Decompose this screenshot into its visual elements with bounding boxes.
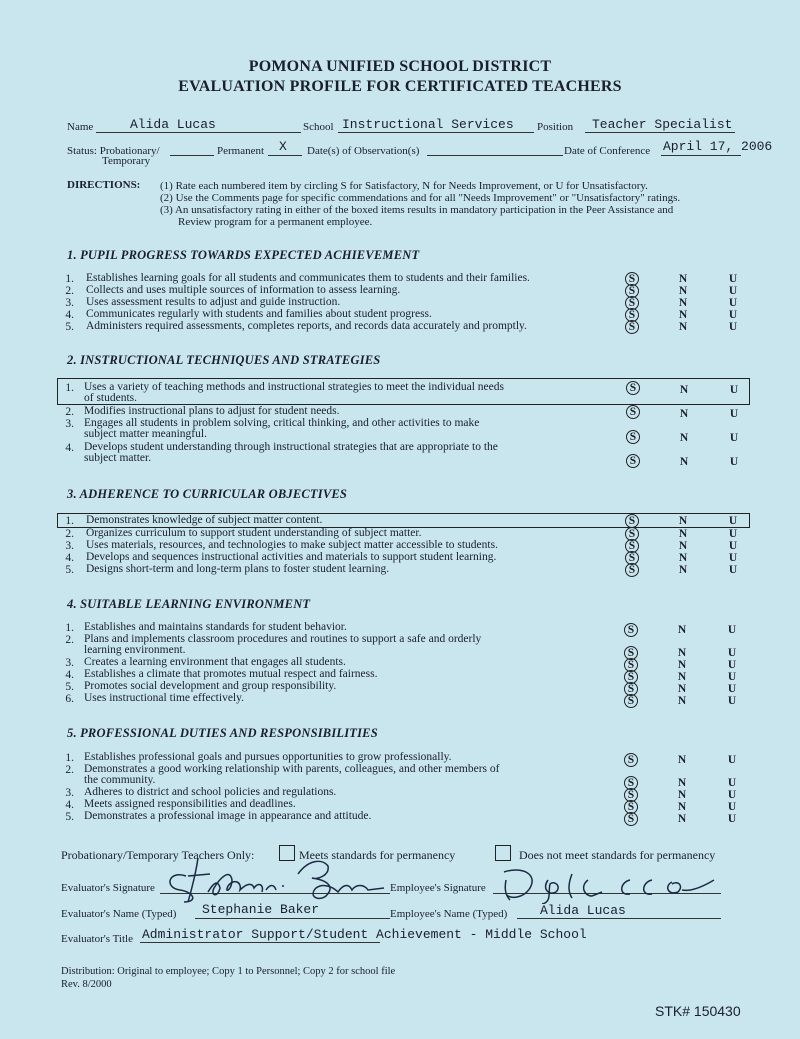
item-text: Collects and uses multiple sources of information to assess learning. (86, 284, 401, 296)
rating-s[interactable]: S (628, 528, 636, 540)
item-text: Uses instructional time effectively. (84, 692, 244, 704)
item-text: Designs short-term and long-term plans to foster student learning. (86, 563, 390, 575)
section-3-title: 3. ADHERENCE TO CURRICULAR OBJECTIVES (67, 487, 348, 501)
rating-u[interactable]: U (728, 273, 738, 285)
rating-u[interactable]: U (729, 456, 739, 468)
item-text: Develops and sequences instructional activities and materials to support student learning. (86, 551, 497, 563)
permanent-label: Permanent (217, 145, 265, 157)
rating-n[interactable]: N (677, 777, 687, 789)
rating-n[interactable]: N (678, 528, 688, 540)
item-number: 5. (65, 564, 74, 576)
permanent-mark: X (279, 139, 287, 154)
rating-u[interactable]: U (728, 285, 738, 297)
rating-n[interactable]: N (677, 659, 687, 671)
rating-n[interactable]: N (679, 432, 689, 444)
rating-n[interactable]: N (678, 297, 688, 309)
item-text: Uses materials, resources, and technologies to make subject matter accessible to students. (86, 539, 498, 551)
selected-rating-circle (624, 623, 638, 637)
evaluator-title-value: Administrator Support/Student Achievement - Middle School (142, 927, 587, 942)
observation-dates-underline (427, 155, 563, 156)
rating-s[interactable]: S (627, 813, 635, 825)
rating-s[interactable]: S (629, 455, 637, 467)
item-text: Establishes and maintains standards for student behavior. (84, 621, 347, 633)
rating-n[interactable]: N (678, 321, 688, 333)
item-number: 1. (65, 382, 74, 394)
rating-u[interactable]: U (728, 321, 738, 333)
item-text: Modifies instructional plans to adjust for student needs. (84, 405, 340, 417)
selected-rating-circle (625, 320, 639, 334)
district-title: POMONA UNIFIED SCHOOL DISTRICT (248, 58, 552, 75)
item-text: Plans and implements classroom procedures and routines to support a safe and orderly (84, 633, 482, 645)
rating-n[interactable]: N (678, 540, 688, 552)
selected-rating-circle (625, 563, 639, 577)
rating-n[interactable]: N (677, 754, 687, 766)
rating-s[interactable]: S (628, 309, 636, 321)
item-number: 4. (65, 552, 74, 564)
rating-n[interactable]: N (677, 813, 687, 825)
status-label: Status: Probationary/ (67, 145, 160, 157)
conference-date-value: April 17, 2006 (663, 139, 773, 154)
evaluator-name-label: Evaluator's Name (Typed) (61, 908, 177, 920)
selected-rating-circle (626, 454, 640, 468)
directions-line-3: (3) An unsatisfactory rating in either of the boxed items results in mandatory participation in the Peer Assistance and (160, 204, 674, 216)
school-value: Instructional Services (342, 117, 514, 132)
rating-u[interactable]: U (727, 695, 737, 707)
item-text: Creates a learning environment that engages all students. (84, 656, 346, 668)
item-number: 3. (65, 540, 74, 552)
item-text: Administers required assessments, completes reports, and records data accurately and promptly. (86, 320, 527, 332)
item-text: Establishes a climate that promotes mutual respect and fairness. (84, 668, 378, 680)
item-number: 4. (65, 309, 74, 321)
section-4-title: 4. SUITABLE LEARNING ENVIRONMENT (67, 597, 311, 611)
item-text-continued: subject matter. (84, 452, 152, 464)
name-label: Name (67, 121, 94, 133)
school-label: School (303, 121, 334, 133)
item-number: 5. (65, 681, 74, 693)
item-number: 2. (65, 764, 74, 776)
selected-rating-circle (624, 694, 638, 708)
item-text: Develops student understanding through instructional strategies that are appropriate to the (84, 441, 498, 453)
rating-s[interactable]: S (627, 671, 635, 683)
meets-standards-label: Meets standards for permanency (299, 848, 456, 862)
item-number: 2. (65, 634, 74, 646)
rating-s[interactable]: S (628, 515, 636, 527)
rating-u[interactable]: U (727, 813, 737, 825)
item-text: Communicates regularly with students and families about student progress. (86, 308, 432, 320)
selected-rating-circle (624, 753, 638, 767)
rating-u[interactable]: U (727, 647, 737, 659)
item-text-continued: of students. (84, 392, 138, 404)
rating-u[interactable]: U (728, 528, 738, 540)
rating-n[interactable]: N (677, 671, 687, 683)
rating-s[interactable]: S (628, 297, 636, 309)
conference-date-label: Date of Conference (564, 145, 651, 157)
observation-dates-label: Date(s) of Observation(s) (307, 145, 420, 157)
rating-u[interactable]: U (727, 801, 737, 813)
probationary-underline (170, 155, 214, 156)
rating-n[interactable]: N (679, 384, 689, 396)
rating-n[interactable]: N (679, 456, 689, 468)
item-number: 3. (65, 657, 74, 669)
permanency-label: Probationary/Temporary Teachers Only: (61, 848, 255, 862)
rating-u[interactable]: U (729, 384, 739, 396)
employee-name-label: Employee's Name (Typed) (390, 908, 508, 920)
name-value: Alida Lucas (130, 117, 216, 132)
evaluator-name-value: Stephanie Baker (202, 902, 320, 917)
rating-n[interactable]: N (677, 801, 687, 813)
rating-s[interactable]: S (627, 777, 635, 789)
item-text: Establishes professional goals and pursues opportunities to grow professionally. (84, 751, 452, 763)
item-number: 6. (65, 693, 74, 705)
rating-u[interactable]: U (727, 624, 737, 636)
rating-u[interactable]: U (727, 659, 737, 671)
evaluator-signature-label: Evaluator's Signature (61, 882, 155, 894)
rating-u[interactable]: U (727, 777, 737, 789)
rating-u[interactable]: U (728, 297, 738, 309)
directions-line-4: Review program for a permanent employee. (178, 216, 373, 228)
selected-rating-circle (625, 514, 639, 528)
not-meets-standards-label: Does not meet standards for permanency (519, 848, 716, 862)
employee-signature (492, 862, 718, 904)
employee-name-value: Alida Lucas (540, 903, 626, 918)
rating-n[interactable]: N (677, 624, 687, 636)
item-text: Engages all students in problem solving, critical thinking, and other activities to make (84, 417, 480, 429)
section-2-title: 2. INSTRUCTIONAL TECHNIQUES AND STRATEGIES (67, 353, 381, 367)
stock-number: STK# 150430 (655, 1003, 741, 1019)
rating-s[interactable]: S (628, 321, 636, 333)
rating-u[interactable]: U (728, 564, 738, 576)
directions-label: DIRECTIONS: (67, 179, 141, 191)
rating-s[interactable]: S (627, 659, 635, 671)
item-number: 4. (65, 442, 74, 454)
rating-s[interactable]: S (628, 285, 636, 297)
item-number: 2. (65, 406, 74, 418)
item-text: Demonstrates a good working relationship with parents, colleagues, and other members of (84, 763, 500, 775)
rating-u[interactable]: U (729, 408, 739, 420)
temporary-label: Temporary (102, 155, 151, 167)
item-number: 1. (65, 515, 74, 527)
rating-s[interactable]: S (629, 382, 637, 394)
employee-signature-label: Employee's Signature (390, 882, 486, 894)
rating-s[interactable]: S (628, 552, 636, 564)
rating-s[interactable]: S (627, 801, 635, 813)
rating-s[interactable]: S (629, 406, 637, 418)
selected-rating-circle (624, 812, 638, 826)
directions-line-2: (2) Use the Comments page for specific commendations and for all "Needs Improvement" or "Unsatisfactory" ratings. (160, 192, 681, 204)
conference-underline (661, 155, 741, 156)
item-text: Meets assigned responsibilities and deadlines. (84, 798, 296, 810)
item-number: 1. (65, 273, 74, 285)
rating-u[interactable]: U (729, 432, 739, 444)
rating-n[interactable]: N (678, 552, 688, 564)
item-text: Uses a variety of teaching methods and instructional strategies to meet the individual needs (84, 381, 504, 393)
item-number: 3. (65, 418, 74, 430)
rating-n[interactable]: N (678, 273, 688, 285)
rating-n[interactable]: N (677, 789, 687, 801)
item-number: 2. (65, 528, 74, 540)
rating-s[interactable]: S (627, 754, 635, 766)
school-underline (338, 132, 534, 133)
rating-u[interactable]: U (728, 552, 738, 564)
rating-s[interactable]: S (627, 624, 635, 636)
rating-n[interactable]: N (677, 647, 687, 659)
rating-n[interactable]: N (679, 408, 689, 420)
rating-s[interactable]: S (627, 789, 635, 801)
rating-u[interactable]: U (728, 515, 738, 527)
item-number: 1. (65, 752, 74, 764)
rating-s[interactable]: S (629, 431, 637, 443)
rating-s[interactable]: S (627, 695, 635, 707)
item-number: 3. (65, 787, 74, 799)
item-text: Demonstrates knowledge of subject matter content. (86, 514, 323, 526)
item-text: Adheres to district and school policies and regulations. (84, 786, 337, 798)
rating-n[interactable]: N (678, 564, 688, 576)
item-number: 1. (65, 622, 74, 634)
evaluator-signature (158, 852, 390, 906)
rating-u[interactable]: U (727, 683, 737, 695)
section-1-title: 1. PUPIL PROGRESS TOWARDS EXPECTED ACHIEVEMENT (67, 248, 420, 262)
item-number: 5. (65, 811, 74, 823)
employee-name-line (517, 918, 721, 919)
rating-s[interactable]: S (628, 540, 636, 552)
item-text: Uses assessment results to adjust and guide instruction. (86, 296, 341, 308)
rating-n[interactable]: N (678, 515, 688, 527)
directions-line-1: (1) Rate each numbered item by circling S for Satisfactory, N for Needs Improvement, or U for Unsatisfactory. (160, 180, 648, 192)
item-text: Promotes social development and group responsibility. (84, 680, 337, 692)
name-underline (96, 132, 301, 133)
evaluator-title-line (140, 942, 380, 943)
evaluator-name-line (195, 918, 390, 919)
item-number: 4. (65, 669, 74, 681)
position-underline (585, 132, 735, 133)
permanent-underline (268, 155, 302, 156)
position-label: Position (537, 121, 574, 133)
rating-u[interactable]: U (728, 309, 738, 321)
position-value: Teacher Specialist (592, 117, 733, 132)
rating-s[interactable]: S (627, 647, 635, 659)
rating-n[interactable]: N (677, 683, 687, 695)
item-text: Organizes curriculum to support student understanding of subject matter. (86, 527, 422, 539)
rating-n[interactable]: N (678, 309, 688, 321)
rating-u[interactable]: U (727, 754, 737, 766)
selected-rating-circle (626, 405, 640, 419)
form-title: EVALUATION PROFILE FOR CERTIFICATED TEACHERS (178, 78, 622, 95)
item-text: Establishes learning goals for all students and communicates them to students and their families. (86, 272, 530, 284)
rating-u[interactable]: U (727, 789, 737, 801)
rating-u[interactable]: U (728, 540, 738, 552)
not-meets-standards-checkbox[interactable] (495, 845, 511, 861)
rating-n[interactable]: N (678, 285, 688, 297)
item-number: 2. (65, 285, 74, 297)
revision-note: Rev. 8/2000 (61, 979, 112, 990)
item-number: 4. (65, 799, 74, 811)
selected-rating-circle (626, 430, 640, 444)
item-number: 3. (65, 297, 74, 309)
rating-s[interactable]: S (628, 564, 636, 576)
section-5-title: 5. PROFESSIONAL DUTIES AND RESPONSIBILITIES (67, 726, 378, 740)
selected-rating-circle (626, 381, 640, 395)
item-text-continued: subject matter meaningful. (84, 428, 207, 440)
item-text-continued: learning environment. (84, 644, 186, 656)
rating-n[interactable]: N (677, 695, 687, 707)
evaluator-title-label: Evaluator's Title (61, 933, 133, 945)
item-text-continued: the community. (84, 774, 156, 786)
item-number: 5. (65, 321, 74, 333)
distribution-note: Distribution: Original to employee; Copy 1 to Personnel; Copy 2 for school file (61, 966, 396, 977)
item-text: Demonstrates a professional image in appearance and attitude. (84, 810, 372, 822)
rating-s[interactable]: S (628, 273, 636, 285)
rating-s[interactable]: S (627, 683, 635, 695)
rating-u[interactable]: U (727, 671, 737, 683)
